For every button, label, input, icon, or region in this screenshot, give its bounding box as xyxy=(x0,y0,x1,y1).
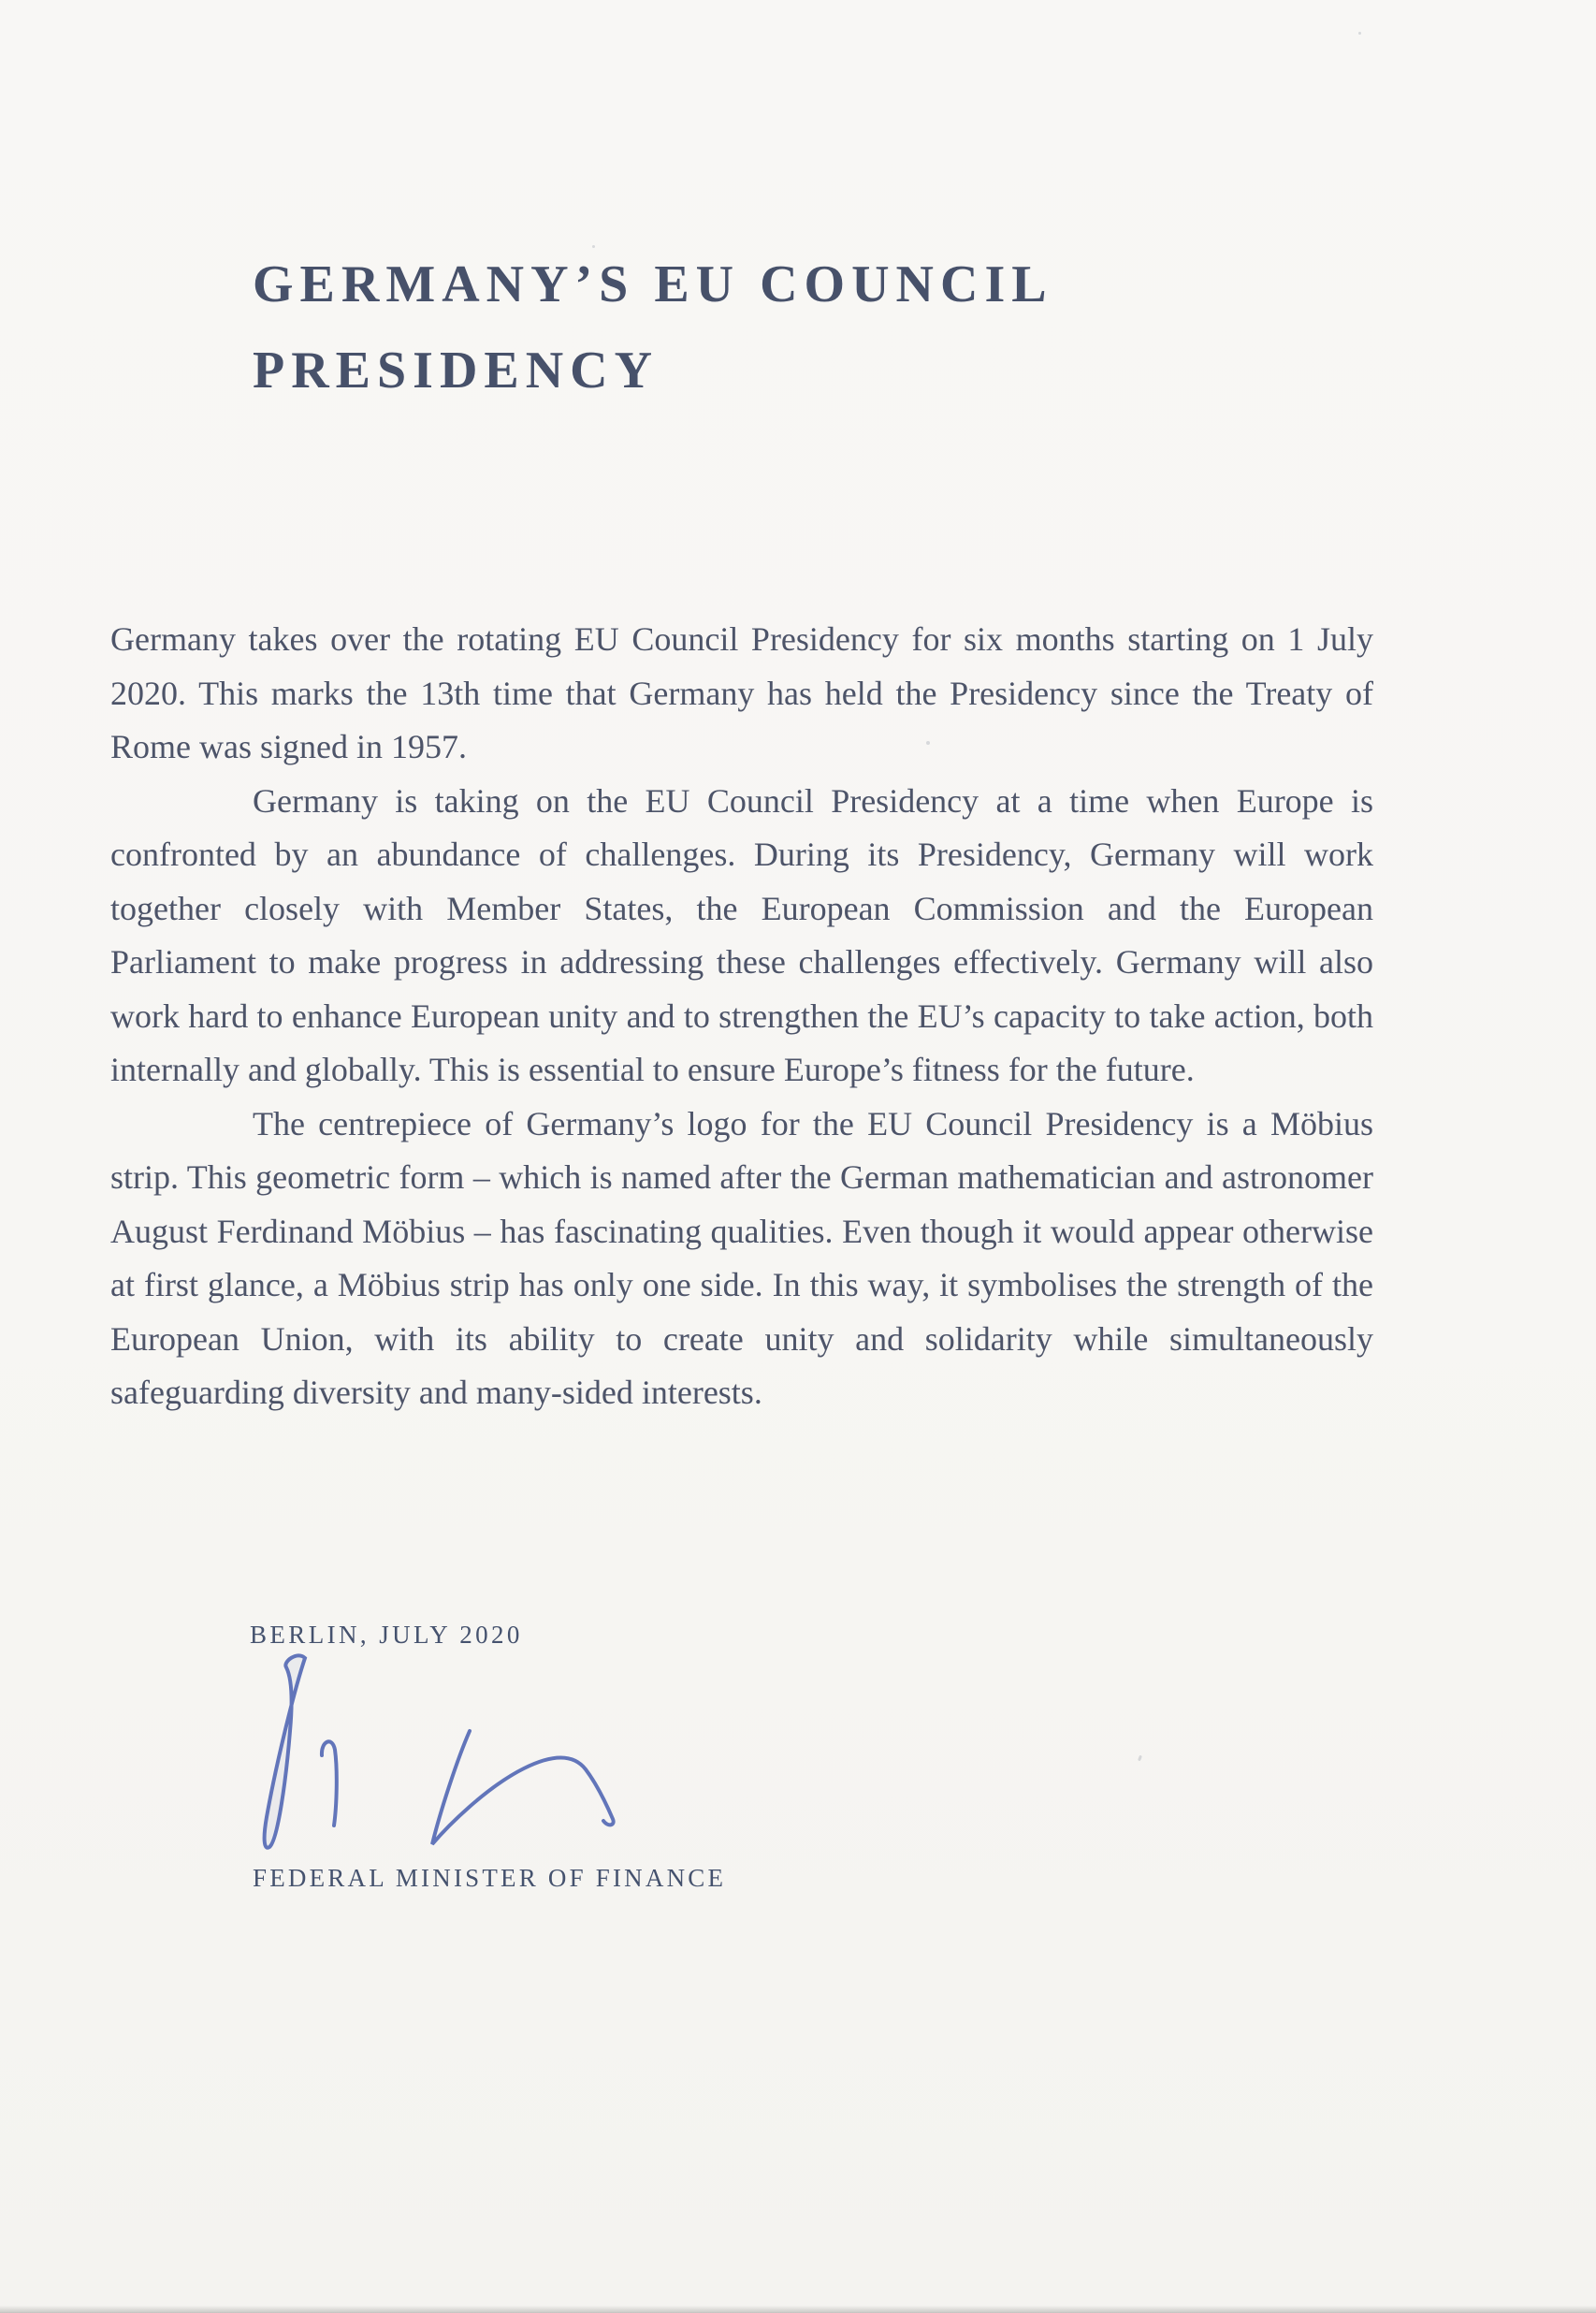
page-title-line2: PRESIDENCY xyxy=(253,342,660,400)
page-title-line1: GERMANY’S EU COUNCIL xyxy=(253,255,1053,313)
date-line: BERLIN, JULY 2020 xyxy=(250,1621,523,1649)
scan-speck xyxy=(1358,32,1361,35)
paragraph-2: Germany is taking on the EU Council Presidency at a time when Europe is confronted by an abundance of challenges. During its Presidency, Germany will work together closely with Member States, the European Commission and the European Parliament to make progress in addressing these challenges effectively. Germany will also work hard to enhance European unity and to strengthen the EU’s capacity to take action, both internally and globally. This is essential to ensure Europe’s fitness for the future. xyxy=(110,781,1373,1088)
page-title xyxy=(253,241,1053,414)
paper-bottom-edge xyxy=(0,2306,1596,2313)
scan-speck xyxy=(592,245,595,248)
signature-graphic xyxy=(234,1645,664,1865)
paragraph-3: The centrepiece of Germany’s logo for the EU Council Presidency is a Möbius strip. This geometric form – which is named after the German mathematician and astronomer August Ferdinand Möbius – has fascinating qualities. Even though it would appear otherwise at first glance, a Möbius strip has only one side. In this way, it symbolises the strength of the European Union, with its ability to create unity and solidarity while simultaneously safeguarding diversity and many-sided interests. xyxy=(110,1104,1373,1411)
scan-speck xyxy=(1138,1755,1142,1762)
scan-speck xyxy=(926,741,930,745)
signatory-role: FEDERAL MINISTER OF FINANCE xyxy=(253,1864,727,1892)
body-text xyxy=(110,613,1373,1420)
scan-speck xyxy=(213,1026,216,1028)
signature-stroke-swoosh xyxy=(432,1731,614,1844)
signature-stroke-left-loop xyxy=(265,1655,305,1847)
paragraph-1: Germany takes over the rotating EU Council Presidency for six months starting on 1 July 2020. This marks the 13th time that Germany has held the Presidency since the Treaty of Rome was signed in 1957. xyxy=(110,620,1373,765)
signature-stroke-small-hook xyxy=(322,1741,337,1826)
